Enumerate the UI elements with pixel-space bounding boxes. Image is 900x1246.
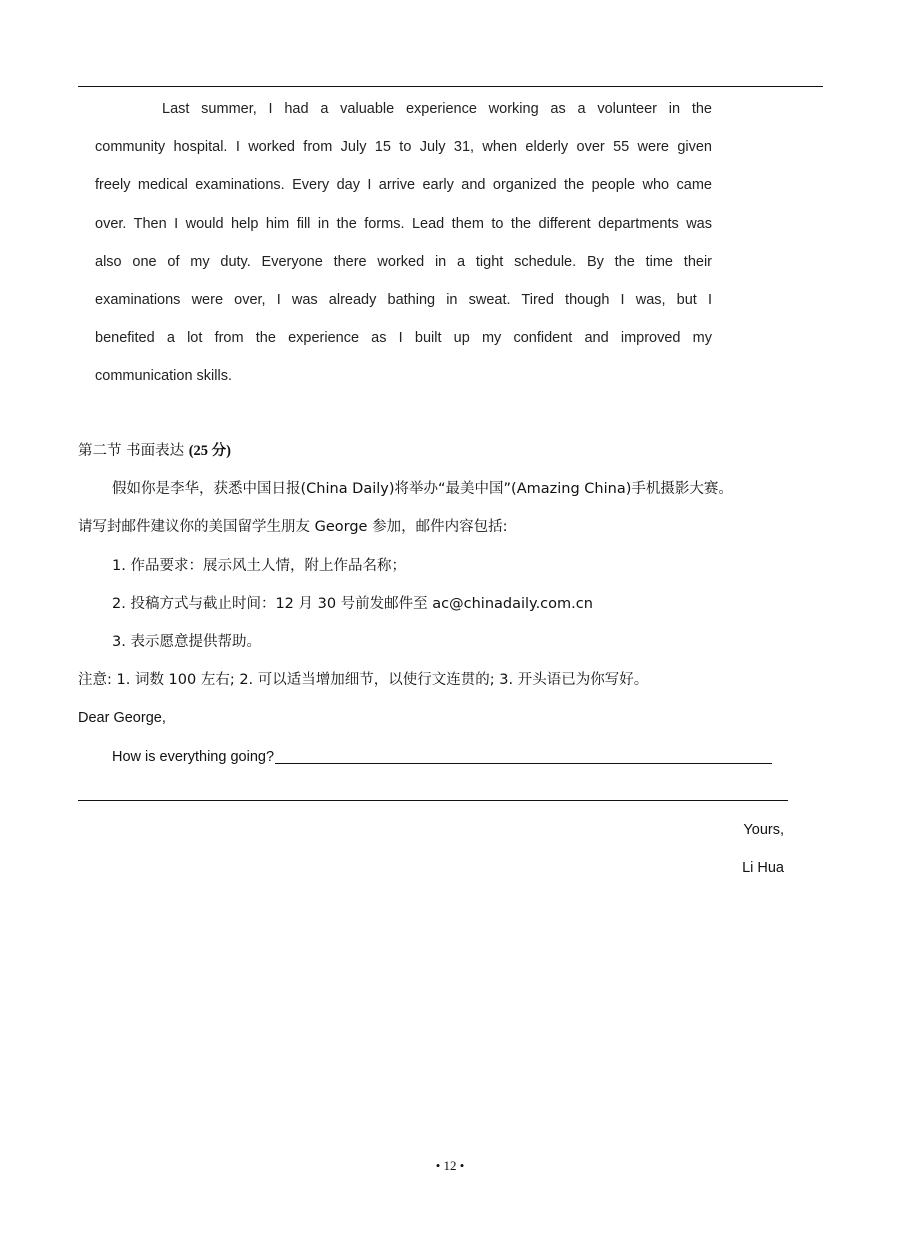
passage-line: communication skills. [95,368,232,385]
letter-signature: Li Hua [742,860,784,876]
answer-line[interactable] [78,800,788,801]
letter-salutation: Dear George, [78,710,166,727]
section-heading [78,432,823,470]
passage-line: also one of my duty. Everyone there worked in a tight schedule. By the time their [95,253,712,270]
answer-blank[interactable] [275,743,772,764]
section-title: 第二节 书面表达 [78,443,185,459]
prompt-notes: 注意: 1. 词数 100 左右; 2. 可以适当增加细节，以使行文连贯的; 3. 开头语已为你写好。 [78,672,649,689]
letter-closing: Yours, [743,822,784,838]
prompt-item: 2. 投稿方式与截止时间：12 月 30 号前发邮件至 ac@chinadaily.com.cn [112,595,593,612]
passage-line: over. Then I would help him fill in the forms. Lead them to the different departments was [95,215,712,232]
page-number: • 12 • [435,1158,465,1173]
prompt-item: 1. 作品要求：展示风土人情，附上作品名称； [112,557,406,574]
writing-task [78,432,823,776]
passage-line: Last summer, I had a valuable experience working as a volunteer in the [162,101,712,117]
section-score: (25 分) [188,443,232,459]
correction-passage [95,90,712,396]
passage-line: benefited a lot from the experience as I built up my confident and improved my [95,330,712,347]
passage-line: examinations were over, I was already bathing in sweat. Tired though I was, but I [95,291,712,308]
prompt-paragraph: 请写封邮件建议你的美国留学生朋友 George 参加，邮件内容包括: [78,519,508,536]
prompt-item: 3. 表示愿意提供帮助。 [112,633,261,650]
passage-line: community hospital. I worked from July 15 to July 31, when elderly over 55 were given [95,139,712,156]
prompt-paragraph: 假如你是李华，获悉中国日报(China Daily)将举办“最美中国”(Amazing China)手机摄影大赛。 [112,481,733,498]
top-rule [78,86,823,87]
letter-opening [78,738,823,776]
passage-line: freely medical examinations. Every day I arrive early and organized the people who came [95,177,712,194]
letter-opening-text: How is everything going? [112,748,275,765]
